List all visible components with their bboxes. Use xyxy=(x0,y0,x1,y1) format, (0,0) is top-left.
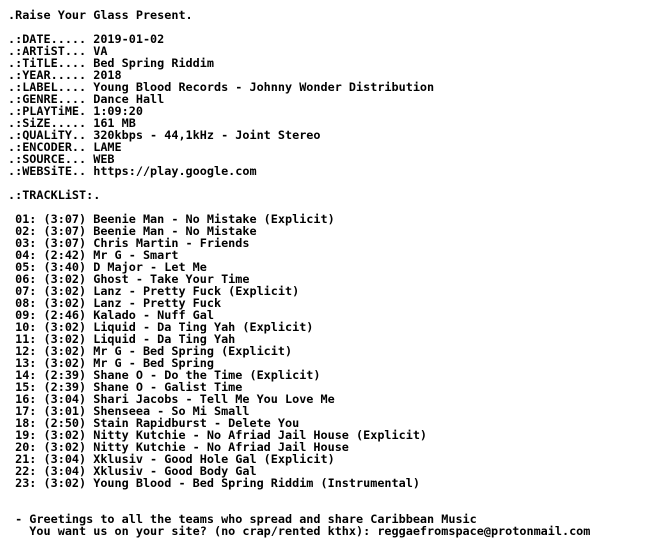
info-date: .:DATE..... 2019-01-02 xyxy=(8,32,165,46)
track-line: 17: (3:01) Shenseea - So Mi Small xyxy=(8,404,250,418)
info-encoder: .:ENCODER.. LAME xyxy=(8,140,122,154)
track-line: 16: (3:04) Shari Jacobs - Tell Me You Love Me xyxy=(8,392,335,406)
spacer xyxy=(8,489,672,501)
track-line: 11: (3:02) Liquid - Da Ting Yah xyxy=(8,332,236,346)
info-quality: .:QUALiTY.. 320kbps - 44,1kHz - Joint Stereo xyxy=(8,128,321,142)
track-line: 12: (3:02) Mr G - Bed Spring (Explicit) xyxy=(8,344,293,358)
track-line: 09: (2:46) Kalado - Nuff Gal xyxy=(8,308,214,322)
track-line: 20: (3:02) Nitty Kutchie - No Afriad Jail House xyxy=(8,440,349,454)
track-line: 02: (3:07) Beenie Man - No Mistake xyxy=(8,224,257,238)
track-line: 13: (3:02) Mr G - Bed Spring xyxy=(8,356,214,370)
info-source: .:SOURCE... WEB xyxy=(8,152,115,166)
tracklist-title: .:TRACKLiST:. xyxy=(8,188,101,202)
track-line: 18: (2:50) Stain Rapidburst - Delete You xyxy=(8,416,300,430)
info-label: .:LABEL.... Young Blood Records - Johnny Wonder Distribution xyxy=(8,80,435,94)
info-playtime: .:PLAYTiME. 1:09:20 xyxy=(8,104,143,118)
info-website: .:WEBSiTE.. https://play.google.com xyxy=(8,164,257,178)
track-line: 05: (3:40) D Major - Let Me xyxy=(8,260,207,274)
release-info xyxy=(8,33,672,177)
info-year: .:YEAR..... 2018 xyxy=(8,68,122,82)
track-line: 15: (2:39) Shane O - Galist Time xyxy=(8,380,243,394)
info-genre: .:GENRE.... Dance Hall xyxy=(8,92,165,106)
tracklist xyxy=(8,213,672,489)
track-line: 04: (2:42) Mr G - Smart xyxy=(8,248,179,262)
header-line: .Raise Your Glass Present. xyxy=(8,8,193,22)
spacer xyxy=(8,177,672,189)
contact-line: You want us on your site? (no crap/rented kthx): reggaefromspace@protonmail.com xyxy=(8,524,591,538)
track-line: 08: (3:02) Lanz - Pretty Fuck xyxy=(8,296,222,310)
greetings-line: - Greetings to all the teams who spread and share Caribbean Music xyxy=(8,512,477,526)
track-line: 22: (3:04) Xklusiv - Good Body Gal xyxy=(8,464,257,478)
info-size: .:SiZE..... 161 MB xyxy=(8,116,136,130)
info-artist: .:ARTiST... VA xyxy=(8,44,108,58)
track-line: 03: (3:07) Chris Martin - Friends xyxy=(8,236,250,250)
track-line: 06: (3:02) Ghost - Take Your Time xyxy=(8,272,250,286)
track-line: 21: (3:04) Xklusiv - Good Hole Gal (Explicit) xyxy=(8,452,335,466)
footer xyxy=(8,513,672,537)
track-line: 01: (3:07) Beenie Man - No Mistake (Explicit) xyxy=(8,212,335,226)
track-line: 10: (3:02) Liquid - Da Ting Yah (Explicit) xyxy=(8,320,314,334)
info-title: .:TiTLE.... Bed Spring Riddim xyxy=(8,56,214,70)
track-line: 07: (3:02) Lanz - Pretty Fuck (Explicit) xyxy=(8,284,300,298)
track-line: 23: (3:02) Young Blood - Bed Spring Riddim (Instrumental) xyxy=(8,476,420,490)
track-line: 19: (3:02) Nitty Kutchie - No Afriad Jail House (Explicit) xyxy=(8,428,428,442)
track-line: 14: (2:39) Shane O - Do the Time (Explicit) xyxy=(8,368,321,382)
